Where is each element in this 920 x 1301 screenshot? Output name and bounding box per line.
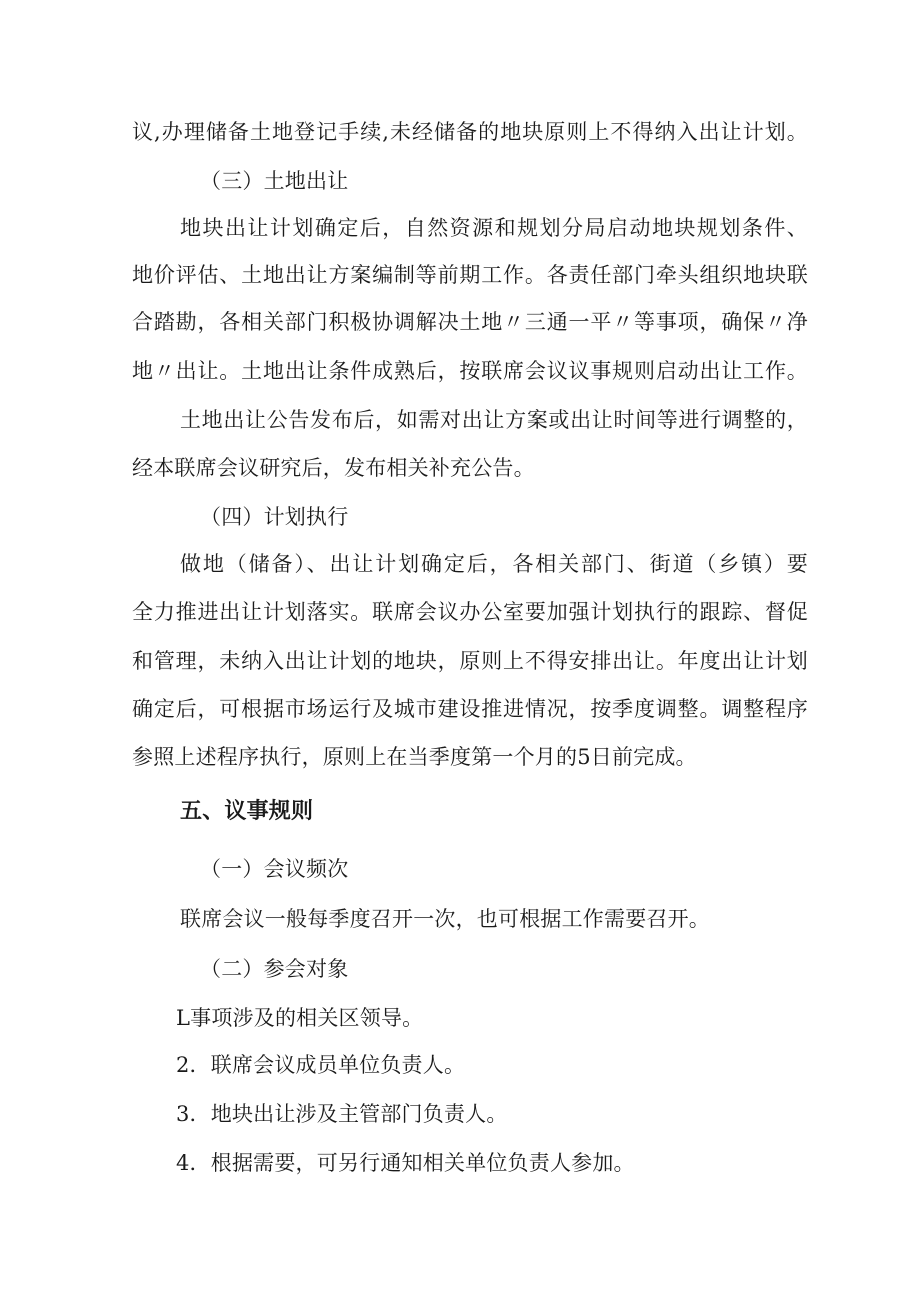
paragraph-line: 全力推进出让计划落实。联席会议办公室要加强计划执行的跟踪、督促: [132, 600, 808, 624]
section-subheading: （三）土地出让: [200, 169, 349, 193]
paragraph-line: 联席会议一般每季度召开一次，也可根据工作需要召开。: [180, 907, 710, 931]
list-item: L事项涉及的相关区领导。: [176, 1006, 424, 1030]
section-subheading: （二）参会对象: [200, 957, 349, 981]
section-subheading: （一）会议频次: [200, 857, 349, 881]
paragraph-line: 参照上述程序执行，原则上在当季度第一个月的5日前完成。: [132, 745, 697, 769]
paragraph-line: 做地（储备）、出让计划确定后，各相关部门、街道（乡镇）要: [180, 552, 808, 576]
list-item: 3．地块出让涉及主管部门负责人。: [176, 1102, 508, 1126]
paragraph-line: 地价评估、土地出让方案编制等前期工作。各责任部门牵头组织地块联: [132, 263, 808, 287]
list-item: 4．根据需要，可另行通知相关单位负责人参加。: [176, 1151, 635, 1175]
paragraph-line: 议,办理储备土地登记手续,未经储备的地块原则上不得纳入出让计划。: [132, 120, 808, 144]
section-heading: 五、议事规则: [180, 799, 314, 824]
paragraph-line: 土地出让公告发布后，如需对出让方案或出让时间等进行调整的，: [180, 408, 808, 432]
list-item: 2．联席会议成员单位负责人。: [176, 1053, 466, 1077]
paragraph-line: 经本联席会议研究后，发布相关补充公告。: [132, 456, 535, 480]
paragraph-line: 确定后，可根据市场运行及城市建设推进情况，按季度调整。调整程序: [132, 697, 808, 721]
paragraph-line: 和管理，未纳入出让计划的地块，原则上不得安排出让。年度出让计划: [132, 649, 808, 673]
paragraph-line: 合踏勘，各相关部门积极协调解决土地〃三通一平〃等事项，确保〃净: [132, 310, 808, 334]
section-subheading: （四）计划执行: [200, 505, 349, 529]
paragraph-line: 地〃出让。土地出让条件成熟后，按联席会议议事规则启动出让工作。: [132, 359, 808, 383]
paragraph-line: 地块出让计划确定后，自然资源和规划分局启动地块规划条件、: [180, 216, 808, 240]
